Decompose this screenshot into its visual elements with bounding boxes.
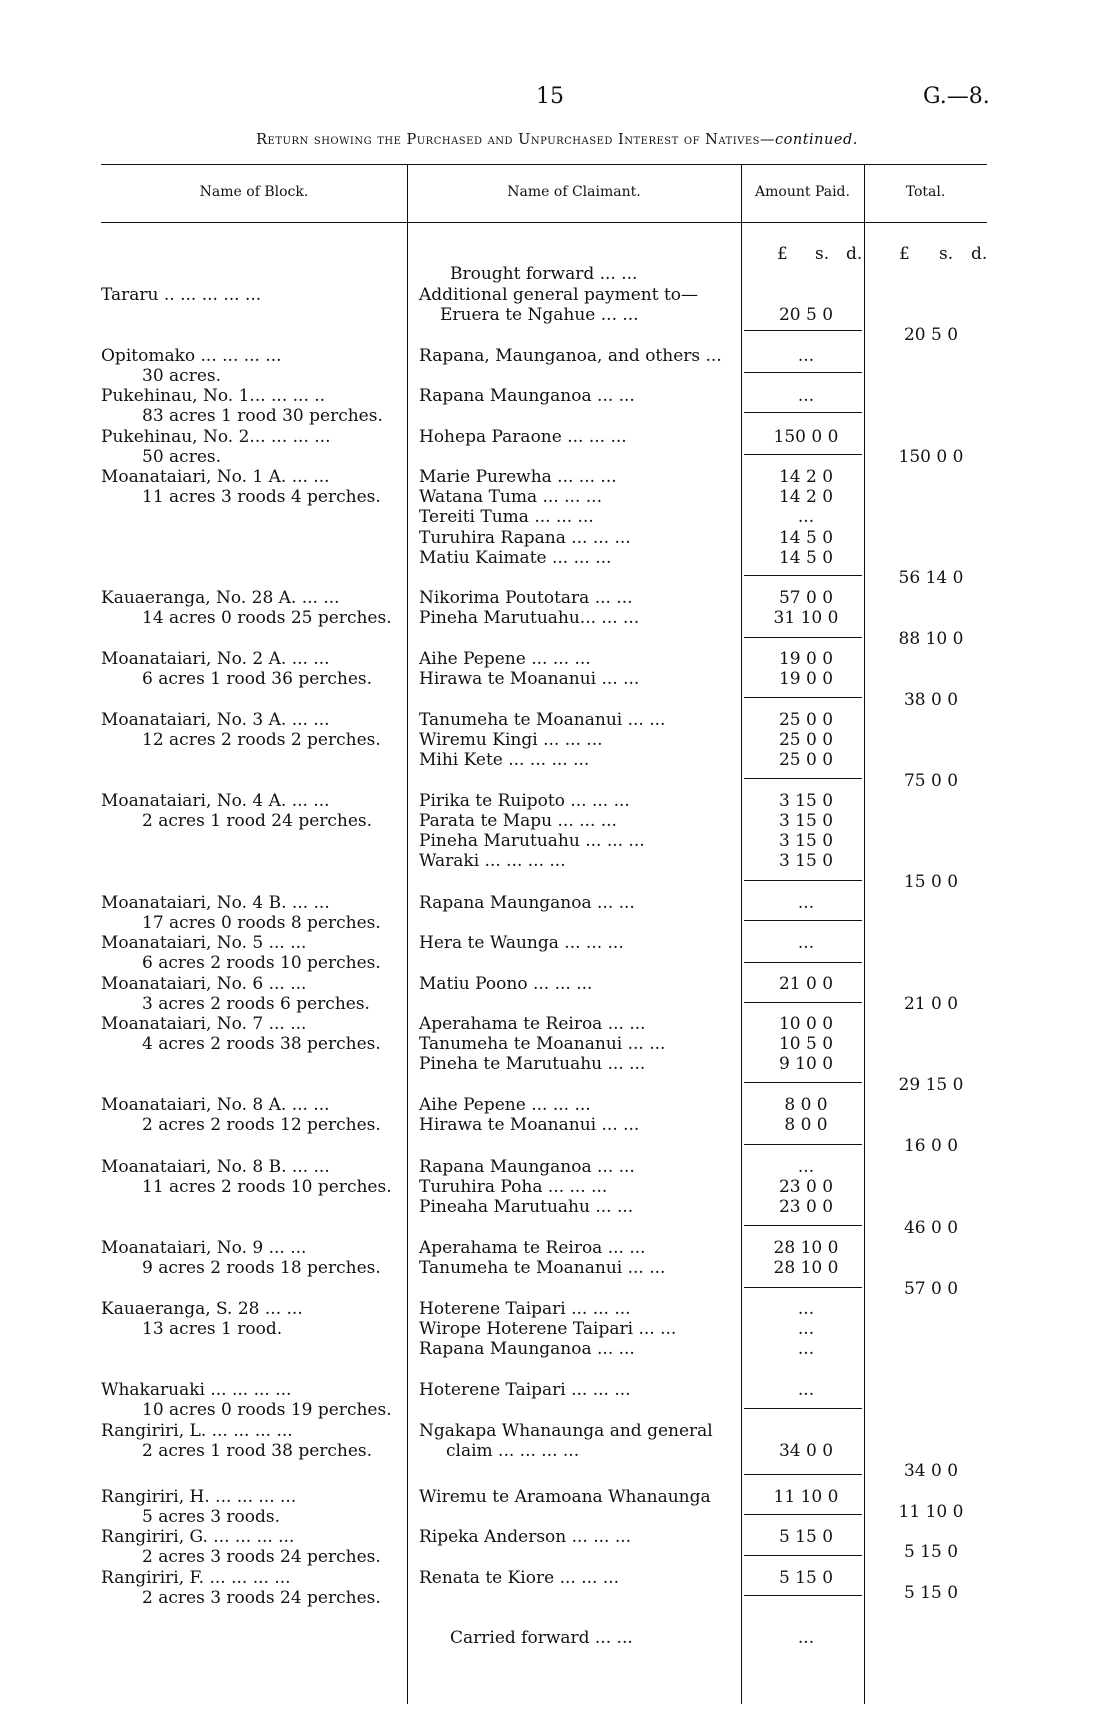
claimant-name: Turuhira Poha ... ... ... <box>419 1177 608 1197</box>
total-amount: 16 0 0 <box>903 1136 959 1156</box>
header-amount-paid: Amount Paid. <box>755 184 850 200</box>
claimant-name: Renata te Kiore ... ... ... <box>419 1568 620 1588</box>
claimant-name: Pineha te Marutuahu ... ... <box>419 1054 646 1074</box>
claimant-name: Eruera te Ngahue ... ... <box>440 305 639 325</box>
column-divider-3 <box>864 164 865 1704</box>
amount-paid: 21 0 0 <box>778 974 834 994</box>
claimant-name: Rapana Maunganoa ... ... <box>419 1157 635 1177</box>
claimant-name: Ripeka Anderson ... ... ... <box>419 1527 632 1547</box>
amount-paid: 3 15 0 <box>778 851 834 871</box>
subtotal-rule <box>744 962 862 963</box>
block-area: 2 acres 1 rood 38 perches. <box>142 1441 373 1461</box>
total-pence-unit: d. <box>971 244 988 264</box>
block-name: Tararu .. ... ... ... ... <box>101 285 262 305</box>
claimant-name: Marie Purewha ... ... ... <box>419 467 617 487</box>
subtotal-rule <box>744 1144 862 1145</box>
amount-paid: 3 15 0 <box>778 811 834 831</box>
amount-paid: ... <box>797 1157 815 1177</box>
table-title-main: Return showing the Purchased and Unpurchased Interest of Natives— <box>256 132 776 148</box>
header-claimant: Name of Claimant. <box>507 184 641 200</box>
amount-paid: 3 15 0 <box>778 831 834 851</box>
block-name: Moanataiari, No. 6 ... ... <box>101 974 307 994</box>
block-area: 2 acres 3 roods 24 perches. <box>142 1588 381 1608</box>
block-name: Moanataiari, No. 3 A. ... ... <box>101 710 330 730</box>
claimant-name: Mihi Kete ... ... ... ... <box>419 750 590 770</box>
block-area: 17 acres 0 roods 8 perches. <box>142 913 381 933</box>
amount-paid: 28 10 0 <box>773 1238 839 1258</box>
amount-paid: 14 2 0 <box>778 467 834 487</box>
document-reference: G.—8. <box>923 84 990 109</box>
total-amount: 150 0 0 <box>898 447 964 467</box>
header-block: Name of Block. <box>199 184 309 200</box>
block-area: 30 acres. <box>142 366 222 386</box>
block-area: 13 acres 1 rood. <box>142 1319 283 1339</box>
block-name: Moanataiari, No. 9 ... ... <box>101 1238 307 1258</box>
total-amount: 15 0 0 <box>903 872 959 892</box>
claimant-name: Wiremu Kingi ... ... ... <box>419 730 603 750</box>
claimant-name: Waraki ... ... ... ... <box>419 851 566 871</box>
claimant-name: Tanumeha te Moananui ... ... <box>419 1258 666 1278</box>
claimant-name: Watana Tuma ... ... ... <box>419 487 602 507</box>
claimant-name: claim ... ... ... ... <box>446 1441 580 1461</box>
total-amount: 38 0 0 <box>903 690 959 710</box>
block-area: 11 acres 2 roods 10 perches. <box>142 1177 392 1197</box>
block-name: Pukehinau, No. 1... ... ... .. <box>101 386 326 406</box>
subtotal-rule <box>744 1474 862 1475</box>
amount-paid: 19 0 0 <box>778 669 834 689</box>
amount-paid: ... <box>797 893 815 913</box>
amount-paid: 3 15 0 <box>778 791 834 811</box>
claimant-name: Pineha Marutuahu... ... ... <box>419 608 640 628</box>
total-amount: 88 10 0 <box>898 629 964 649</box>
amount-paid: 31 10 0 <box>773 608 839 628</box>
amount-paid: 23 0 0 <box>778 1177 834 1197</box>
claimant-name: Tanumeha te Moananui ... ... <box>419 1034 666 1054</box>
amount-paid: ... <box>797 346 815 366</box>
subtotal-rule <box>744 778 862 779</box>
total-amount: 11 10 0 <box>898 1502 964 1522</box>
total-amount: 56 14 0 <box>898 568 964 588</box>
claimant-name: Tereiti Tuma ... ... ... <box>419 507 594 527</box>
total-amount: 46 0 0 <box>903 1218 959 1238</box>
claimant-name: Aperahama te Reiroa ... ... <box>419 1238 646 1258</box>
subtotal-rule <box>744 697 862 698</box>
claimant-name: Nikorima Poutotara ... ... <box>419 588 633 608</box>
subtotal-rule <box>744 1002 862 1003</box>
amount-paid: ... <box>797 1380 815 1400</box>
claimant-name: Pineaha Marutuahu ... ... <box>419 1197 634 1217</box>
block-area: 6 acres 1 rood 36 perches. <box>142 669 373 689</box>
block-area: 5 acres 3 roods. <box>142 1507 281 1527</box>
claimant-name: Rapana Maunganoa ... ... <box>419 386 635 406</box>
claimant-name: Ngakapa Whanaunga and general <box>419 1421 713 1441</box>
carried-forward: Carried forward ... ... <box>450 1628 633 1648</box>
block-area: 4 acres 2 roods 38 perches. <box>142 1034 381 1054</box>
amount-paid: 8 0 0 <box>784 1095 828 1115</box>
header-total: Total. <box>905 184 946 200</box>
amount-paid: 34 0 0 <box>778 1441 834 1461</box>
subtotal-rule <box>744 1082 862 1083</box>
amount-paid: 10 5 0 <box>778 1034 834 1054</box>
claimant-name: Pirika te Ruipoto ... ... ... <box>419 791 630 811</box>
total-amount: 20 5 0 <box>903 325 959 345</box>
amount-paid: 25 0 0 <box>778 750 834 770</box>
claimant-name: Tanumeha te Moananui ... ... <box>419 710 666 730</box>
subtotal-rule <box>744 330 862 331</box>
total-amount: 75 0 0 <box>903 771 959 791</box>
amount-paid: ... <box>797 386 815 406</box>
total-amount: 34 0 0 <box>903 1461 959 1481</box>
amount-paid: ... <box>797 1319 815 1339</box>
subtotal-rule <box>744 412 862 413</box>
block-area: 12 acres 2 roods 2 perches. <box>142 730 381 750</box>
claimant-name: Rapana Maunganoa ... ... <box>419 1339 635 1359</box>
total-amount: 57 0 0 <box>903 1279 959 1299</box>
column-divider-1 <box>407 164 408 1704</box>
amount-paid: 150 0 0 <box>773 427 839 447</box>
amount-paid: 23 0 0 <box>778 1197 834 1217</box>
paid-pence-unit: d. <box>846 244 863 264</box>
table-title-continued: continued. <box>775 132 858 148</box>
block-area: 2 acres 1 rood 24 perches. <box>142 811 373 831</box>
paid-pound-unit: £ <box>777 244 788 264</box>
total-amount: 21 0 0 <box>903 994 959 1014</box>
amount-paid: 10 0 0 <box>778 1014 834 1034</box>
block-name: Kauaeranga, No. 28 A. ... ... <box>101 588 340 608</box>
total-shilling-unit: s. <box>939 244 954 264</box>
block-name: Moanataiari, No. 4 B. ... ... <box>101 893 330 913</box>
amount-paid: 25 0 0 <box>778 730 834 750</box>
block-area: 10 acres 0 roods 19 perches. <box>142 1400 392 1420</box>
carried-forward-amount: ... <box>797 1628 815 1648</box>
amount-paid: ... <box>797 507 815 527</box>
claimant-name: Matiu Kaimate ... ... ... <box>419 548 612 568</box>
block-name: Moanataiari, No. 1 A. ... ... <box>101 467 330 487</box>
claimant-name: Hohepa Paraone ... ... ... <box>419 427 627 447</box>
claimant-name: Matiu Poono ... ... ... <box>419 974 593 994</box>
block-name: Pukehinau, No. 2... ... ... ... <box>101 427 331 447</box>
amount-paid: ... <box>797 1299 815 1319</box>
total-pound-unit: £ <box>899 244 910 264</box>
amount-paid: 14 5 0 <box>778 548 834 568</box>
block-name: Rangiriri, H. ... ... ... ... <box>101 1487 297 1507</box>
claimant-name: Aihe Pepene ... ... ... <box>419 649 591 669</box>
block-area: 6 acres 2 roods 10 perches. <box>142 953 381 973</box>
subtotal-rule <box>744 1408 862 1409</box>
claimant-name: Rapana Maunganoa ... ... <box>419 893 635 913</box>
block-name: Rangiriri, G. ... ... ... ... <box>101 1527 295 1547</box>
block-area: 14 acres 0 roods 25 perches. <box>142 608 392 628</box>
column-divider-2 <box>741 164 742 1704</box>
subtotal-rule <box>744 637 862 638</box>
amount-paid: 14 5 0 <box>778 528 834 548</box>
block-name: Moanataiari, No. 2 A. ... ... <box>101 649 330 669</box>
amount-paid: 20 5 0 <box>778 305 834 325</box>
subtotal-rule <box>744 920 862 921</box>
claimant-name: Aperahama te Reiroa ... ... <box>419 1014 646 1034</box>
amount-paid: ... <box>797 1339 815 1359</box>
claimant-name: Wirope Hoterene Taipari ... ... <box>419 1319 677 1339</box>
subtotal-rule <box>744 454 862 455</box>
claimant-name: Turuhira Rapana ... ... ... <box>419 528 631 548</box>
block-area: 3 acres 2 roods 6 perches. <box>142 994 370 1014</box>
claimant-name: Additional general payment to— <box>419 285 699 305</box>
subtotal-rule <box>744 1595 862 1596</box>
block-name: Moanataiari, No. 8 B. ... ... <box>101 1157 330 1177</box>
block-area: 11 acres 3 roods 4 perches. <box>142 487 381 507</box>
subtotal-rule <box>744 1287 862 1288</box>
block-name: Kauaeranga, S. 28 ... ... <box>101 1299 303 1319</box>
block-name: Moanataiari, No. 5 ... ... <box>101 933 307 953</box>
total-amount: 5 15 0 <box>903 1542 959 1562</box>
subtotal-rule <box>744 575 862 576</box>
total-amount: 29 15 0 <box>898 1075 964 1095</box>
block-area: 9 acres 2 roods 18 perches. <box>142 1258 381 1278</box>
block-area: 50 acres. <box>142 447 222 467</box>
block-name: Moanataiari, No. 4 A. ... ... <box>101 791 330 811</box>
block-name: Rangiriri, F. ... ... ... ... <box>101 1568 291 1588</box>
amount-paid: 5 15 0 <box>778 1568 834 1588</box>
amount-paid: 14 2 0 <box>778 487 834 507</box>
block-name: Opitomako ... ... ... ... <box>101 346 282 366</box>
amount-paid: 9 10 0 <box>778 1054 834 1074</box>
amount-paid: 11 10 0 <box>773 1487 839 1507</box>
claimant-name: Hirawa te Moananui ... ... <box>419 1115 640 1135</box>
block-name: Rangiriri, L. ... ... ... ... <box>101 1421 293 1441</box>
total-amount: 5 15 0 <box>903 1583 959 1603</box>
amount-paid: 8 0 0 <box>784 1115 828 1135</box>
claimant-name: Hirawa te Moananui ... ... <box>419 669 640 689</box>
subtotal-rule <box>744 1555 862 1556</box>
block-name: Moanataiari, No. 7 ... ... <box>101 1014 307 1034</box>
header-top-rule <box>101 164 987 165</box>
block-area: 2 acres 3 roods 24 perches. <box>142 1547 381 1567</box>
claimant-name: Rapana, Maunganoa, and others ... <box>419 346 722 366</box>
block-name: Moanataiari, No. 8 A. ... ... <box>101 1095 330 1115</box>
amount-paid: 28 10 0 <box>773 1258 839 1278</box>
paid-shilling-unit: s. <box>815 244 830 264</box>
subtotal-rule <box>744 1225 862 1226</box>
amount-paid: 25 0 0 <box>778 710 834 730</box>
subtotal-rule <box>744 1514 862 1515</box>
claimant-name: Pineha Marutuahu ... ... ... <box>419 831 645 851</box>
subtotal-rule <box>744 880 862 881</box>
amount-paid: 19 0 0 <box>778 649 834 669</box>
table-title <box>0 132 1114 148</box>
block-area: 83 acres 1 rood 30 perches. <box>142 406 383 426</box>
block-area: 2 acres 2 roods 12 perches. <box>142 1115 381 1135</box>
amount-paid: ... <box>797 933 815 953</box>
claimant-name: Parata te Mapu ... ... ... <box>419 811 617 831</box>
claimant-name: Hoterene Taipari ... ... ... <box>419 1380 631 1400</box>
claimant-name: Wiremu te Aramoana Whanaunga <box>419 1487 711 1507</box>
brought-forward: Brought forward ... ... <box>450 264 638 284</box>
header-bottom-rule <box>101 222 987 223</box>
amount-paid: 5 15 0 <box>778 1527 834 1547</box>
page-number: 15 <box>536 84 564 109</box>
subtotal-rule <box>744 372 862 373</box>
claimant-name: Hera te Waunga ... ... ... <box>419 933 624 953</box>
claimant-name: Aihe Pepene ... ... ... <box>419 1095 591 1115</box>
amount-paid: 57 0 0 <box>778 588 834 608</box>
block-name: Whakaruaki ... ... ... ... <box>101 1380 292 1400</box>
claimant-name: Hoterene Taipari ... ... ... <box>419 1299 631 1319</box>
